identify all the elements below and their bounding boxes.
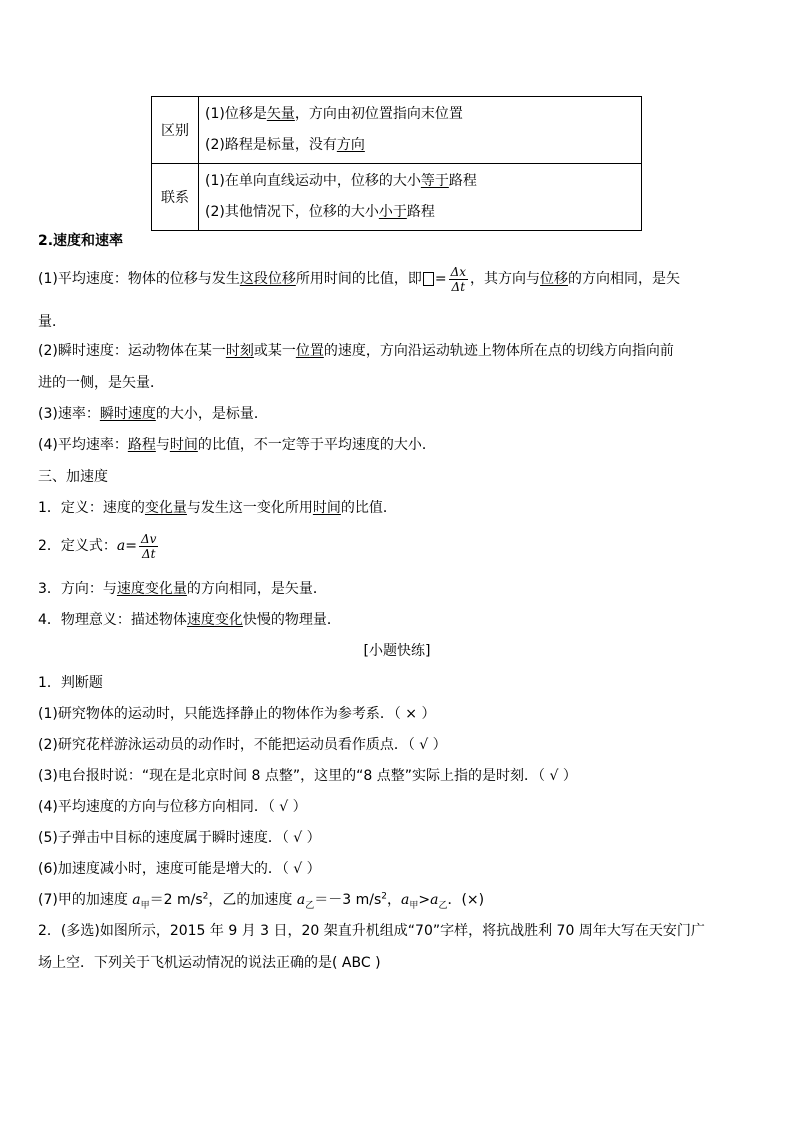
content-line: (1)在单向直线运动中，位移的大小等于路程 — [205, 173, 477, 189]
practice-title: [小题快练] — [363, 643, 431, 659]
definition-line: 1．定义：速度的变化量与发生这一变化所用时间的比值． — [38, 500, 397, 516]
content-line: (2)其他情况下，位移的大小小于路程 — [205, 204, 435, 220]
judge-heading: 1．判断题 — [38, 675, 103, 691]
row-content — [199, 97, 642, 164]
paragraph-average-velocity: (1)平均速度：物体的位移与发生这段位移所用时间的比值，即 = $\frac{\Delta x}{\Delta t}$ ，其方向与位移的方向相同，是矢 — [38, 264, 681, 294]
question-2-line: 2．(多选)如图所示，2015 年 9 月 3 日，20 架直升机组成“70”字样，将抗战胜利 70 周年大写在天安门广 — [38, 923, 705, 939]
formula-line: 2．定义式：a= $\frac{\Delta v}{\Delta t}$ — [38, 531, 157, 561]
row-header: 联系 — [152, 164, 199, 231]
question-2-line: 场上空．下列关于飞机运动情况的说法正确的是( ABC ) — [38, 955, 381, 971]
velocity-symbol — [423, 272, 434, 286]
row-content — [199, 164, 642, 231]
table-row — [152, 164, 642, 231]
paragraph-average-velocity-cont: 量． — [38, 314, 66, 330]
content-line: (2)路程是标量，没有方向 — [205, 137, 365, 153]
paragraph-instant-velocity: (2)瞬时速度：运动物体在某一时刻或某一位置的速度，方向沿运动轨迹上物体所在点的切线方向指向前 — [38, 343, 674, 359]
judge-item: (6)加速度减小时，速度可能是增大的．（ √ ） — [38, 861, 321, 877]
fraction: $\frac{\Delta v}{\Delta t}$ — [141, 531, 157, 561]
paragraph-speed: (3)速率：瞬时速度的大小，是标量． — [38, 406, 268, 422]
fraction: $\frac{\Delta x}{\Delta t}$ — [450, 264, 467, 294]
row-header: 区别 — [152, 97, 199, 164]
distinction-relation-table — [151, 96, 642, 231]
direction-line: 3．方向：与速度变化量的方向相同，是矢量． — [38, 581, 327, 597]
judge-item: (2)研究花样游泳运动员的动作时，不能把运动员看作质点．（ √ ） — [38, 737, 447, 753]
section-heading-speed: 2.速度和速率 — [38, 233, 124, 249]
physical-meaning-line: 4．物理意义：描述物体速度变化快慢的物理量． — [38, 612, 341, 628]
section-heading-acceleration: 三、加速度 — [38, 469, 108, 485]
table-row — [152, 97, 642, 164]
judge-item: (7)甲的加速度 $a_甲=2$ $m/s^2$，乙的加速度 $a_乙=-3$ $m/s^2$，$a_甲>a_乙$．(×) — [38, 891, 485, 911]
judge-item: (4)平均速度的方向与位移方向相同．（ √ ） — [38, 799, 307, 815]
judge-item: (1)研究物体的运动时，只能选择静止的物体作为参考系．（ × ） — [38, 706, 436, 722]
judge-item: (3)电台报时说：“现在是北京时间 8 点整”，这里的“8 点整”实际上指的是时刻．（ √ ） — [38, 768, 577, 784]
content-line: (1)位移是矢量，方向由初位置指向末位置 — [205, 106, 463, 122]
judge-item: (5)子弹击中目标的速度属于瞬时速度．（ √ ） — [38, 830, 321, 846]
paragraph-instant-velocity-cont: 进的一侧，是矢量． — [38, 375, 164, 391]
paragraph-average-speed: (4)平均速率：路程与时间的比值，不一定等于平均速度的大小． — [38, 437, 436, 453]
